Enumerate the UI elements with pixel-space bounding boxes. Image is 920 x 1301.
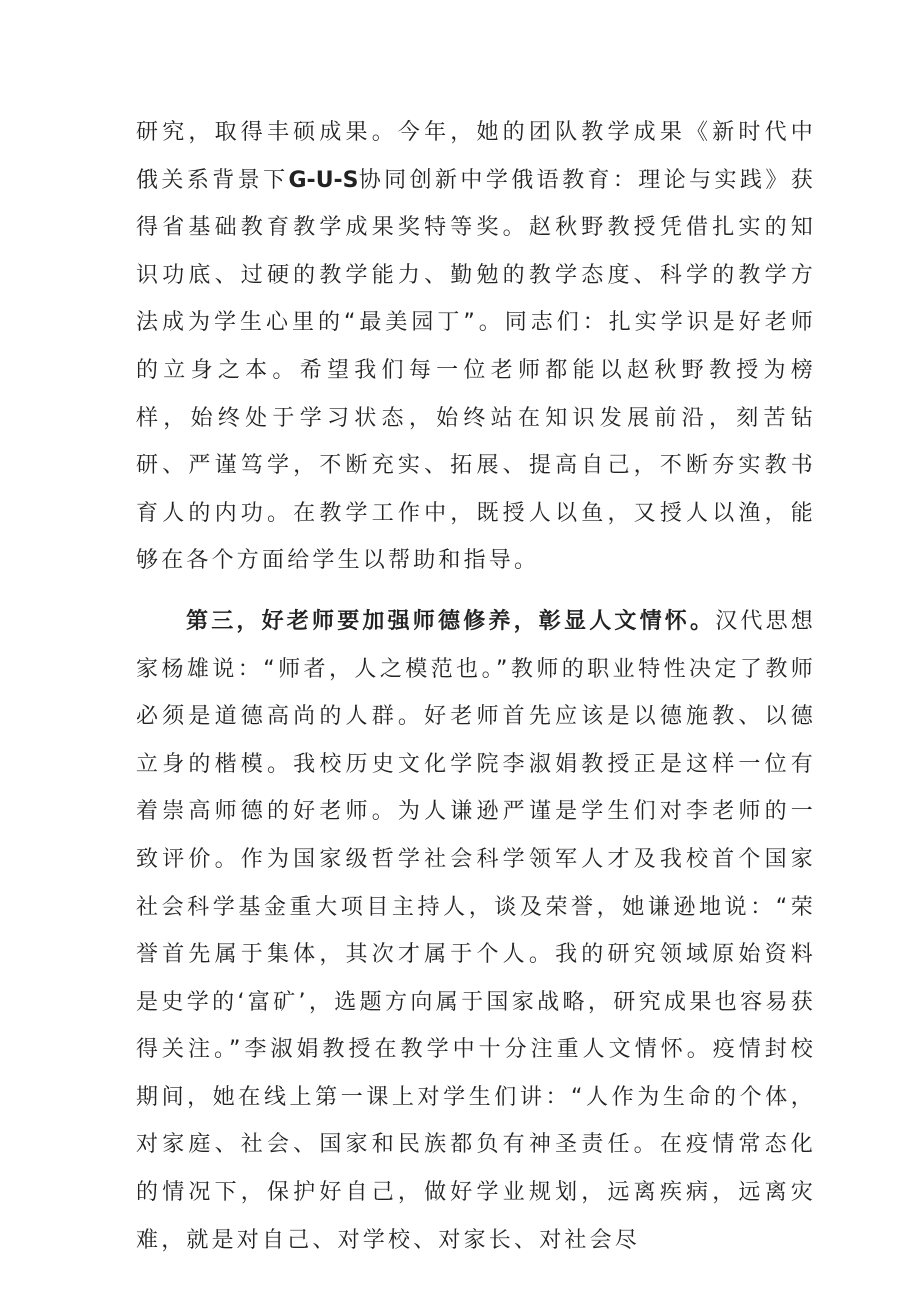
latin-term-gus: G-U-S [288, 167, 359, 193]
paragraph-1-text-a: 研究，取得丰硕成果。今年，她的团队教学成果《新时代中俄关系背景下 [136, 120, 816, 193]
paragraph-teacher-ethics [136, 598, 816, 1264]
paragraph-1-text-b: 协同创新中学俄语教育：理论与实践》获得省基础教育教学成果奖特等奖。赵秋野教授凭借扎实的知识功底、过硬的教学能力、勤勉的教学态度、科学的教学方法成为学生心里的“最美园丁”。同志们：扎实学识是好老师的立身之本。希望我们每一位老师都能以赵秋野教授为榜样，始终处于学习状态，始终站在知识发展前沿，刻苦钻研、严谨笃学，不断充实、拓展、提高自己，不断夯实教书育人的内功。在教学工作中，既授人以鱼，又授人以渔，能够在各个方面给学生以帮助和指导。 [136, 167, 816, 574]
paragraph-2-text: 汉代思想家杨雄说：“师者，人之模范也。”教师的职业特性决定了教师必须是道德高尚的人群。好老师首先应该是以德施教、以德立身的楷模。我校历史文化学院李淑娟教授正是这样一位有着崇高师德的好老师。为人谦逊严谨是学生们对李老师的一致评价。作为国家级哲学社会科学领军人才及我校首个国家社会科学基金重大项目主持人，谈及荣誉，她谦逊地说：“荣誉首先属于集体，其次才属于个人。我的研究领域原始资料是史学的‘富矿’，选题方向属于国家战略，研究成果也容易获得关注。”李淑娟教授在教学中十分注重人文情怀。疫情封校期间，她在线上第一课上对学生们讲：“人作为生命的个体，对家庭、社会、国家和民族都负有神圣责任。在疫情常态化的情况下，保护好自己，做好学业规划，远离疾病，远离灾难，就是对自己、对学校、对家长、对社会尽 [136, 608, 817, 1253]
document-page [136, 109, 816, 1264]
section-lead-heading: 第三，好老师要加强师德修养，彰显人文情怀。 [186, 608, 716, 634]
paragraph-teaching-achievement [136, 109, 816, 585]
